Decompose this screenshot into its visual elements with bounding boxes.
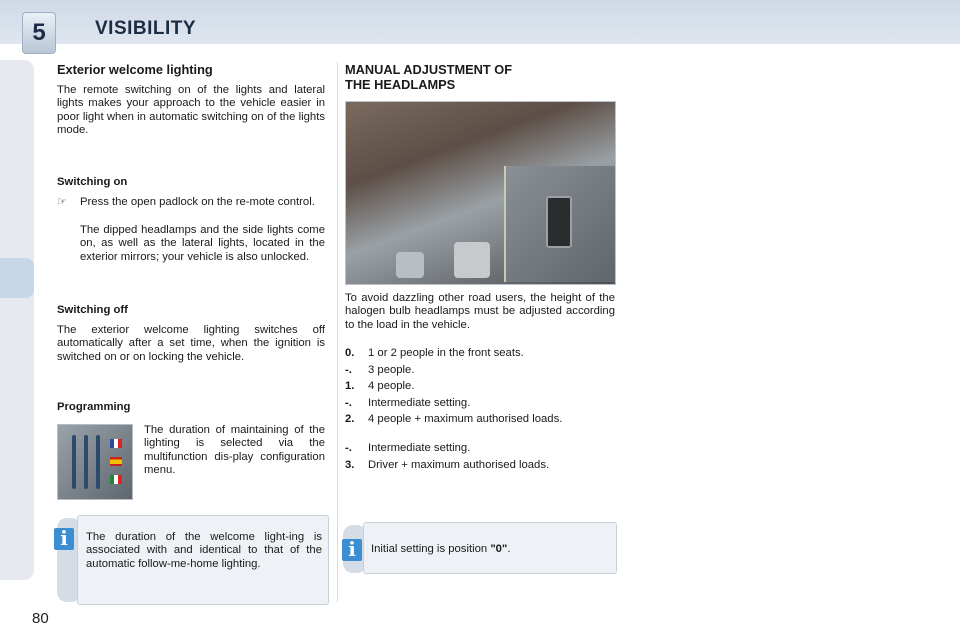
initial-setting-info-box — [363, 522, 617, 574]
setting-value: Driver + maximum authorised loads. — [368, 459, 550, 471]
programming-text: The duration of maintaining of the lighting is selected via the multifunction dis-play configuration menu. — [144, 424, 325, 476]
switching-on-bullet-text: Press the open padlock on the re-mote control. — [80, 196, 315, 208]
page-number: 80 — [32, 610, 49, 627]
setting-value: 4 people. — [368, 380, 415, 392]
setting-key: 3. — [345, 459, 355, 471]
setting-value: Intermediate setting. — [368, 442, 471, 454]
chapter-number: 5 — [32, 19, 46, 46]
headlamp-adjustment-heading — [345, 62, 512, 92]
setting-key: 2. — [345, 413, 355, 425]
setting-key: 0. — [345, 347, 355, 359]
setting-key: 1. — [345, 380, 355, 392]
headlamp-heading-line1: MANUAL ADJUSTMENT OF — [345, 62, 513, 77]
initial-setting-value: "0" — [490, 543, 508, 555]
headlamp-adjuster-photo — [345, 101, 616, 285]
switching-on-follow-text: The dipped headlamps and the side lights come on, as well as the lateral lights, located in the exterior mirrors; your vehicle is also unlocked. — [80, 224, 325, 263]
column-divider — [337, 62, 338, 602]
adjuster-inset — [504, 166, 616, 282]
initial-setting-suffix: . — [507, 543, 511, 555]
setting-key: -. — [345, 397, 352, 409]
programming-heading: Programming — [57, 401, 131, 413]
welcome-lighting-info-text: The duration of the welcome light-ing is associated with and identical to that of the automatic follow-me-home lighting. — [86, 531, 322, 570]
setting-key: -. — [345, 442, 352, 454]
config-menu-image — [57, 424, 133, 500]
switching-off-heading: Switching off — [57, 304, 128, 316]
initial-setting-text — [371, 543, 611, 556]
switching-on-heading: Switching on — [57, 176, 128, 188]
headlamp-intro: To avoid dazzling other road users, the height of the halogen bulb headlamps must be adjusted according to the load in the vehicle. — [345, 292, 615, 331]
setting-value: 1 or 2 people in the front seats. — [368, 347, 524, 359]
left-margin-band — [0, 60, 34, 580]
initial-setting-prefix: Initial setting is position — [371, 543, 491, 555]
chapter-title: VISIBILITY — [95, 18, 197, 39]
welcome-lighting-info-box — [77, 515, 329, 605]
headlamp-heading-line2: THE HEADLAMPS — [345, 77, 456, 93]
adjuster-wheel-icon — [546, 196, 572, 248]
pedal-shape — [396, 252, 424, 278]
welcome-lighting-heading: Exterior welcome lighting — [57, 62, 213, 77]
setting-value: Intermediate setting. — [368, 397, 471, 409]
setting-value: 4 people + maximum authorised loads. — [368, 413, 563, 425]
hand-pointer-icon: ☞ — [57, 196, 67, 208]
chapter-number-badge — [22, 12, 56, 54]
switching-off-text: The exterior welcome lighting switches off automatically after a set time, when the ignition is switched on or on locking the vehicle. — [57, 324, 325, 363]
info-icon: i — [54, 528, 74, 550]
welcome-lighting-intro: The remote switching on of the lights and lateral lights makes your approach to the vehicle easier in poor light when in automatic switching on of the lights mode. — [57, 84, 325, 136]
switching-on-bullet — [57, 196, 325, 224]
setting-key: -. — [345, 364, 352, 376]
pedal-shape — [454, 242, 490, 278]
info-icon: i — [342, 539, 362, 561]
setting-value: 3 people. — [368, 364, 415, 376]
chapter-tab — [0, 258, 34, 298]
